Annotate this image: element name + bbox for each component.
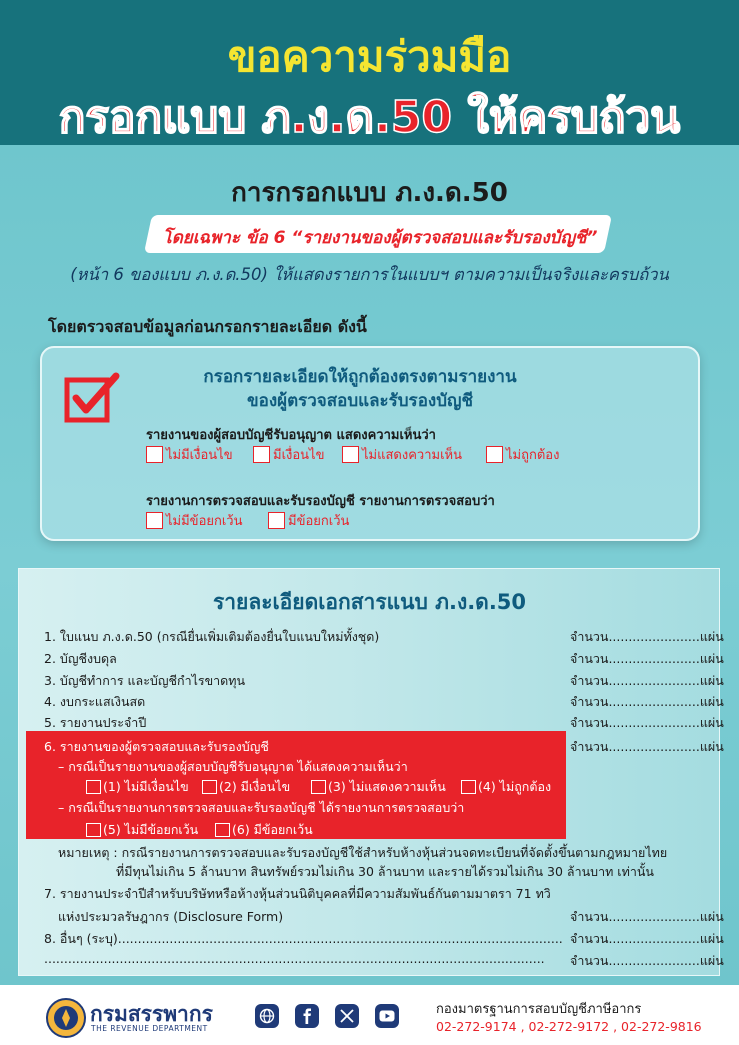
checkbox-icon[interactable] [311, 780, 326, 794]
footer-phones: 02-272-9174 , 02-272-9172 , 02-272-9816 [436, 1019, 702, 1034]
checkbox-icon[interactable] [342, 446, 359, 463]
checkbox-icon[interactable] [486, 446, 503, 463]
doc-qty-4: จำนวน.......................แผ่น [570, 694, 724, 709]
checkbox-icon[interactable] [215, 823, 230, 837]
q2-option-1[interactable]: ไม่มีข้อยกเว้น [146, 510, 243, 531]
x-icon[interactable] [335, 1004, 359, 1028]
doc-qty-2: จำนวน.......................แผ่น [570, 651, 724, 666]
doc-item-6: 6. รายงานของผู้ตรวจสอบและรับรองบัญชี [44, 739, 269, 754]
q2-option-2[interactable]: มีข้อยกเว้น [268, 510, 349, 531]
intro-note: (หน้า 6 ของแบบ ภ.ง.ด.50) ให้แสดงรายการในแบบฯ ตามความเป็นจริงและครบถ้วน [70, 265, 669, 284]
doc-qty-8: จำนวน.......................แผ่น [570, 931, 724, 946]
highlight-text: โดยเฉพาะ ข้อ 6 “รายงานของผู้ตรวจสอบและรับรองบัญชี” [162, 228, 598, 248]
doc-item-8: 8. อื่นๆ (ระบุ)................................................................................................................ [44, 931, 563, 946]
checkbox-icon[interactable] [146, 512, 163, 529]
doc-item-7: 7. รายงานประจำปีสำหรับบริษัทหรือห้างหุ้นส่วนนิติบุคคลที่มีความสัมพันธ์กันตามมาตรา 71 ทวิ [44, 886, 551, 901]
doc-qty-7: จำนวน.......................แผ่น [570, 909, 724, 924]
checklist-q2: รายงานการตรวจสอบและรับรองบัญชี รายงานการตรวจสอบว่า [146, 494, 495, 509]
intro-heading: การกรอกแบบ ภ.ง.ด.50 [231, 178, 508, 208]
header-title: ขอความร่วมมือ [227, 32, 512, 81]
checklist-title-1: กรอกรายละเอียดให้ถูกต้องตรงตามรายงาน [203, 367, 517, 387]
q1-option-1[interactable]: ไม่มีเงื่อนไข [146, 444, 233, 465]
facebook-icon[interactable] [295, 1004, 319, 1028]
footer-dept: กองมาตรฐานการสอบบัญชีภาษีอากร [436, 1002, 642, 1017]
checklist-q1: รายงานของผู้สอบบัญชีรับอนุญาต แสดงความเห็นว่า [146, 428, 436, 443]
item6-opt-1[interactable]: (1) ไม่มีเงื่อนไข [86, 777, 189, 797]
doc-item-1: 1. ใบแนบ ภ.ง.ด.50 (กรณียื่นเพิ่มเติมต้องยื่นใบแนบใหม่ทั้งชุด) [44, 629, 380, 644]
item6-sub1: – กรณีเป็นรายงานของผู้สอบบัญชีรับอนุญาต ได้แสดงความเห็นว่า [58, 759, 408, 774]
doc-qty-6: จำนวน.......................แผ่น [570, 739, 724, 754]
youtube-icon[interactable] [375, 1004, 399, 1028]
checkbox-icon[interactable] [86, 780, 101, 794]
checkbox-checked-icon [64, 372, 120, 424]
remark-line-2: ที่มีทุนไม่เกิน 5 ล้านบาท สินทรัพย์รวมไม่เกิน 30 ล้านบาท และรายได้รวมไม่เกิน 30 ล้านบาท เท่านั้น [116, 864, 654, 879]
item6-sub2: – กรณีเป็นรายงานการตรวจสอบและรับรองบัญชี ได้รายงานการตรวจสอบว่า [58, 800, 465, 815]
q1-option-2[interactable]: มีเงื่อนไข [253, 444, 324, 465]
doc-qty-1: จำนวน.......................แผ่น [570, 629, 724, 644]
checkbox-icon[interactable] [86, 823, 101, 837]
doc-item-5: 5. รายงานประจำปี [44, 715, 147, 730]
item6-opt-3[interactable]: (3) ไม่แสดงความเห็น [311, 777, 446, 797]
documents-title: รายละเอียดเอกสารแนบ ภ.ง.ด.50 [212, 590, 527, 614]
doc-qty-9: จำนวน.......................แผ่น [570, 953, 724, 968]
checkbox-icon[interactable] [253, 446, 270, 463]
revenue-department-seal-icon [46, 998, 86, 1038]
header-banner [0, 0, 739, 145]
item6-opt-2[interactable]: (2) มีเงื่อนไข [202, 777, 290, 797]
org-name: กรมสรรพากร [90, 1002, 213, 1026]
q1-option-4[interactable]: ไม่ถูกต้อง [486, 444, 559, 465]
checkbox-icon[interactable] [146, 446, 163, 463]
globe-icon[interactable] [255, 1004, 279, 1028]
q1-option-3[interactable]: ไม่แสดงความเห็น [342, 444, 462, 465]
header-subtitle: กรอกแบบ ภ.ง.ด.50 ให้ครบถ้วน [58, 92, 681, 143]
org-name-en: THE REVENUE DEPARTMENT [91, 1024, 208, 1033]
doc-qty-3: จำนวน.......................แผ่น [570, 673, 724, 688]
checkbox-icon[interactable] [268, 512, 285, 529]
remark-line-1: หมายเหตุ : กรณีรายงานการตรวจสอบและรับรองบัญชีใช้สำหรับห้างหุ้นส่วนจดทะเบียนที่จัดตั้งขึ้นตามกฎหมายไทย [58, 845, 668, 860]
check-heading: โดยตรวจสอบข้อมูลก่อนกรอกรายละเอียด ดังนี้ [48, 317, 367, 336]
checklist-title-2: ของผู้ตรวจสอบและรับรองบัญชี [246, 391, 474, 411]
doc-item-8-blank: .............................................................................................................................. [44, 951, 545, 966]
doc-item-7-cont: แห่งประมวลรัษฎากร (Disclosure Form) [58, 909, 284, 924]
item6-opt-5[interactable]: (5) ไม่มีข้อยกเว้น [86, 820, 198, 840]
checkbox-icon[interactable] [202, 780, 217, 794]
doc-item-4: 4. งบกระแสเงินสด [44, 694, 146, 709]
doc-item-3: 3. บัญชีทำการ และบัญชีกำไรขาดทุน [44, 673, 246, 688]
item6-opt-6[interactable]: (6) มีข้อยกเว้น [215, 820, 313, 840]
checkbox-icon[interactable] [461, 780, 476, 794]
doc-item-2: 2. บัญชีงบดุล [44, 651, 117, 666]
doc-qty-5: จำนวน.......................แผ่น [570, 715, 724, 730]
item6-opt-4[interactable]: (4) ไม่ถูกต้อง [461, 777, 551, 797]
